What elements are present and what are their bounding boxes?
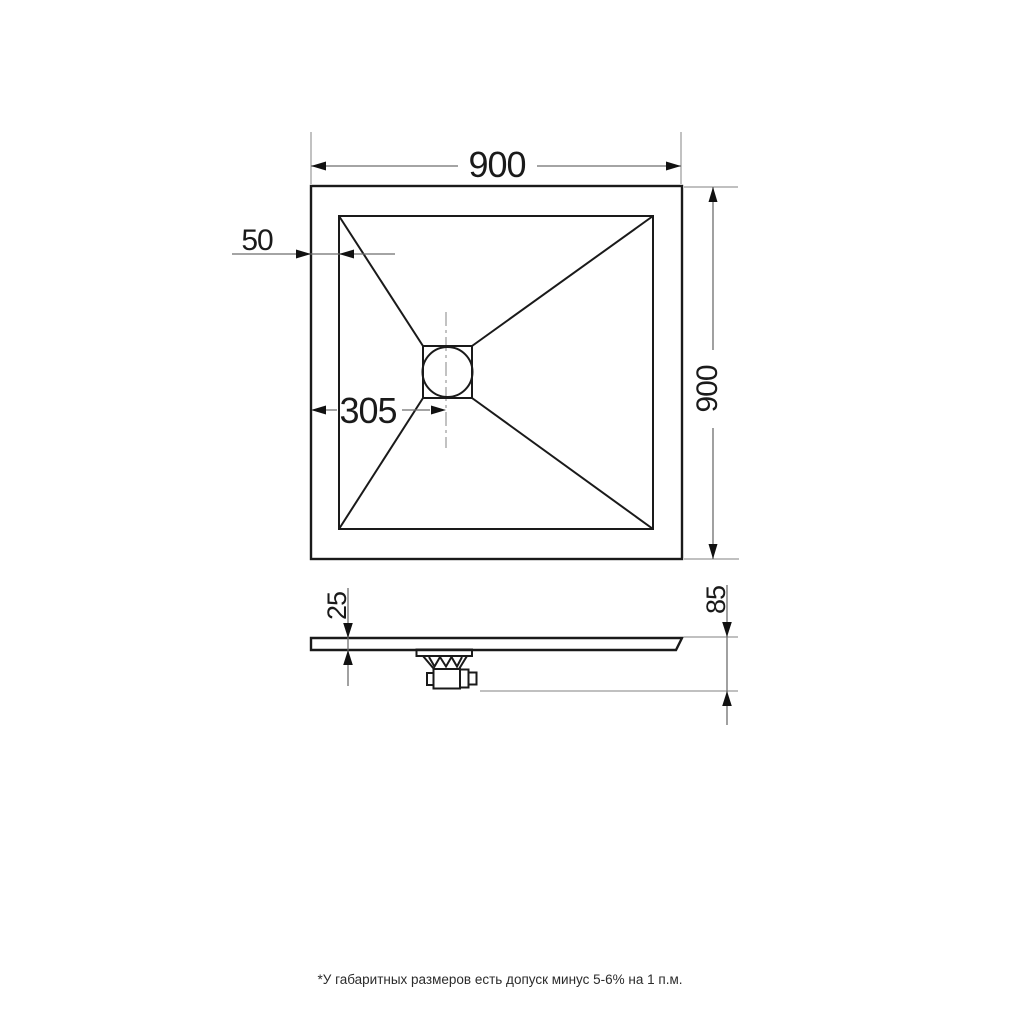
top-view	[311, 186, 682, 559]
drain-circle	[423, 347, 473, 397]
tray-slab-profile	[311, 638, 682, 650]
dimension-height-900	[684, 187, 739, 559]
arrow-up-icon	[709, 187, 718, 202]
tray-inner-edge	[339, 216, 653, 529]
dimension-edge-50	[232, 224, 395, 259]
dimension-drain-305	[311, 390, 446, 431]
dimension-total-height-85	[480, 585, 738, 725]
trap-outlet-cap	[469, 673, 477, 685]
dimension-total-height-label: 85	[701, 585, 731, 615]
dimension-thickness-label: 25	[322, 591, 352, 621]
dimension-edge-label: 50	[241, 224, 273, 257]
drain-trap	[417, 650, 477, 689]
dimension-height-label: 900	[691, 365, 724, 413]
trap-funnel-grate	[429, 657, 462, 667]
arrow-up-icon	[343, 650, 353, 665]
arrow-right-icon	[431, 406, 446, 415]
trap-body	[434, 669, 461, 689]
arrow-left-icon	[339, 250, 354, 259]
arrow-down-icon	[343, 623, 353, 638]
dimension-width-900	[311, 132, 681, 185]
arrow-left-icon	[311, 406, 326, 415]
dimension-drain-offset-label: 305	[339, 390, 397, 431]
slope-diagonal-top-left	[339, 216, 423, 346]
dimension-width-label: 900	[468, 144, 526, 185]
tolerance-footnote: *У габаритных размеров есть допуск минус 5-6% на 1 п.м.	[317, 972, 683, 987]
arrow-right-icon	[296, 250, 311, 259]
slope-diagonal-top-right	[472, 216, 653, 346]
side-view	[311, 638, 682, 689]
arrow-right-icon	[666, 162, 681, 171]
tray-outer-edge	[311, 186, 682, 559]
trap-outlet-flange	[460, 670, 469, 688]
arrow-left-icon	[311, 162, 326, 171]
arrow-down-icon	[709, 544, 718, 559]
trap-left-tab	[427, 673, 434, 685]
arrow-down-icon	[722, 622, 732, 637]
slope-diagonal-bottom-right	[472, 398, 653, 529]
arrow-up-icon	[722, 691, 732, 706]
